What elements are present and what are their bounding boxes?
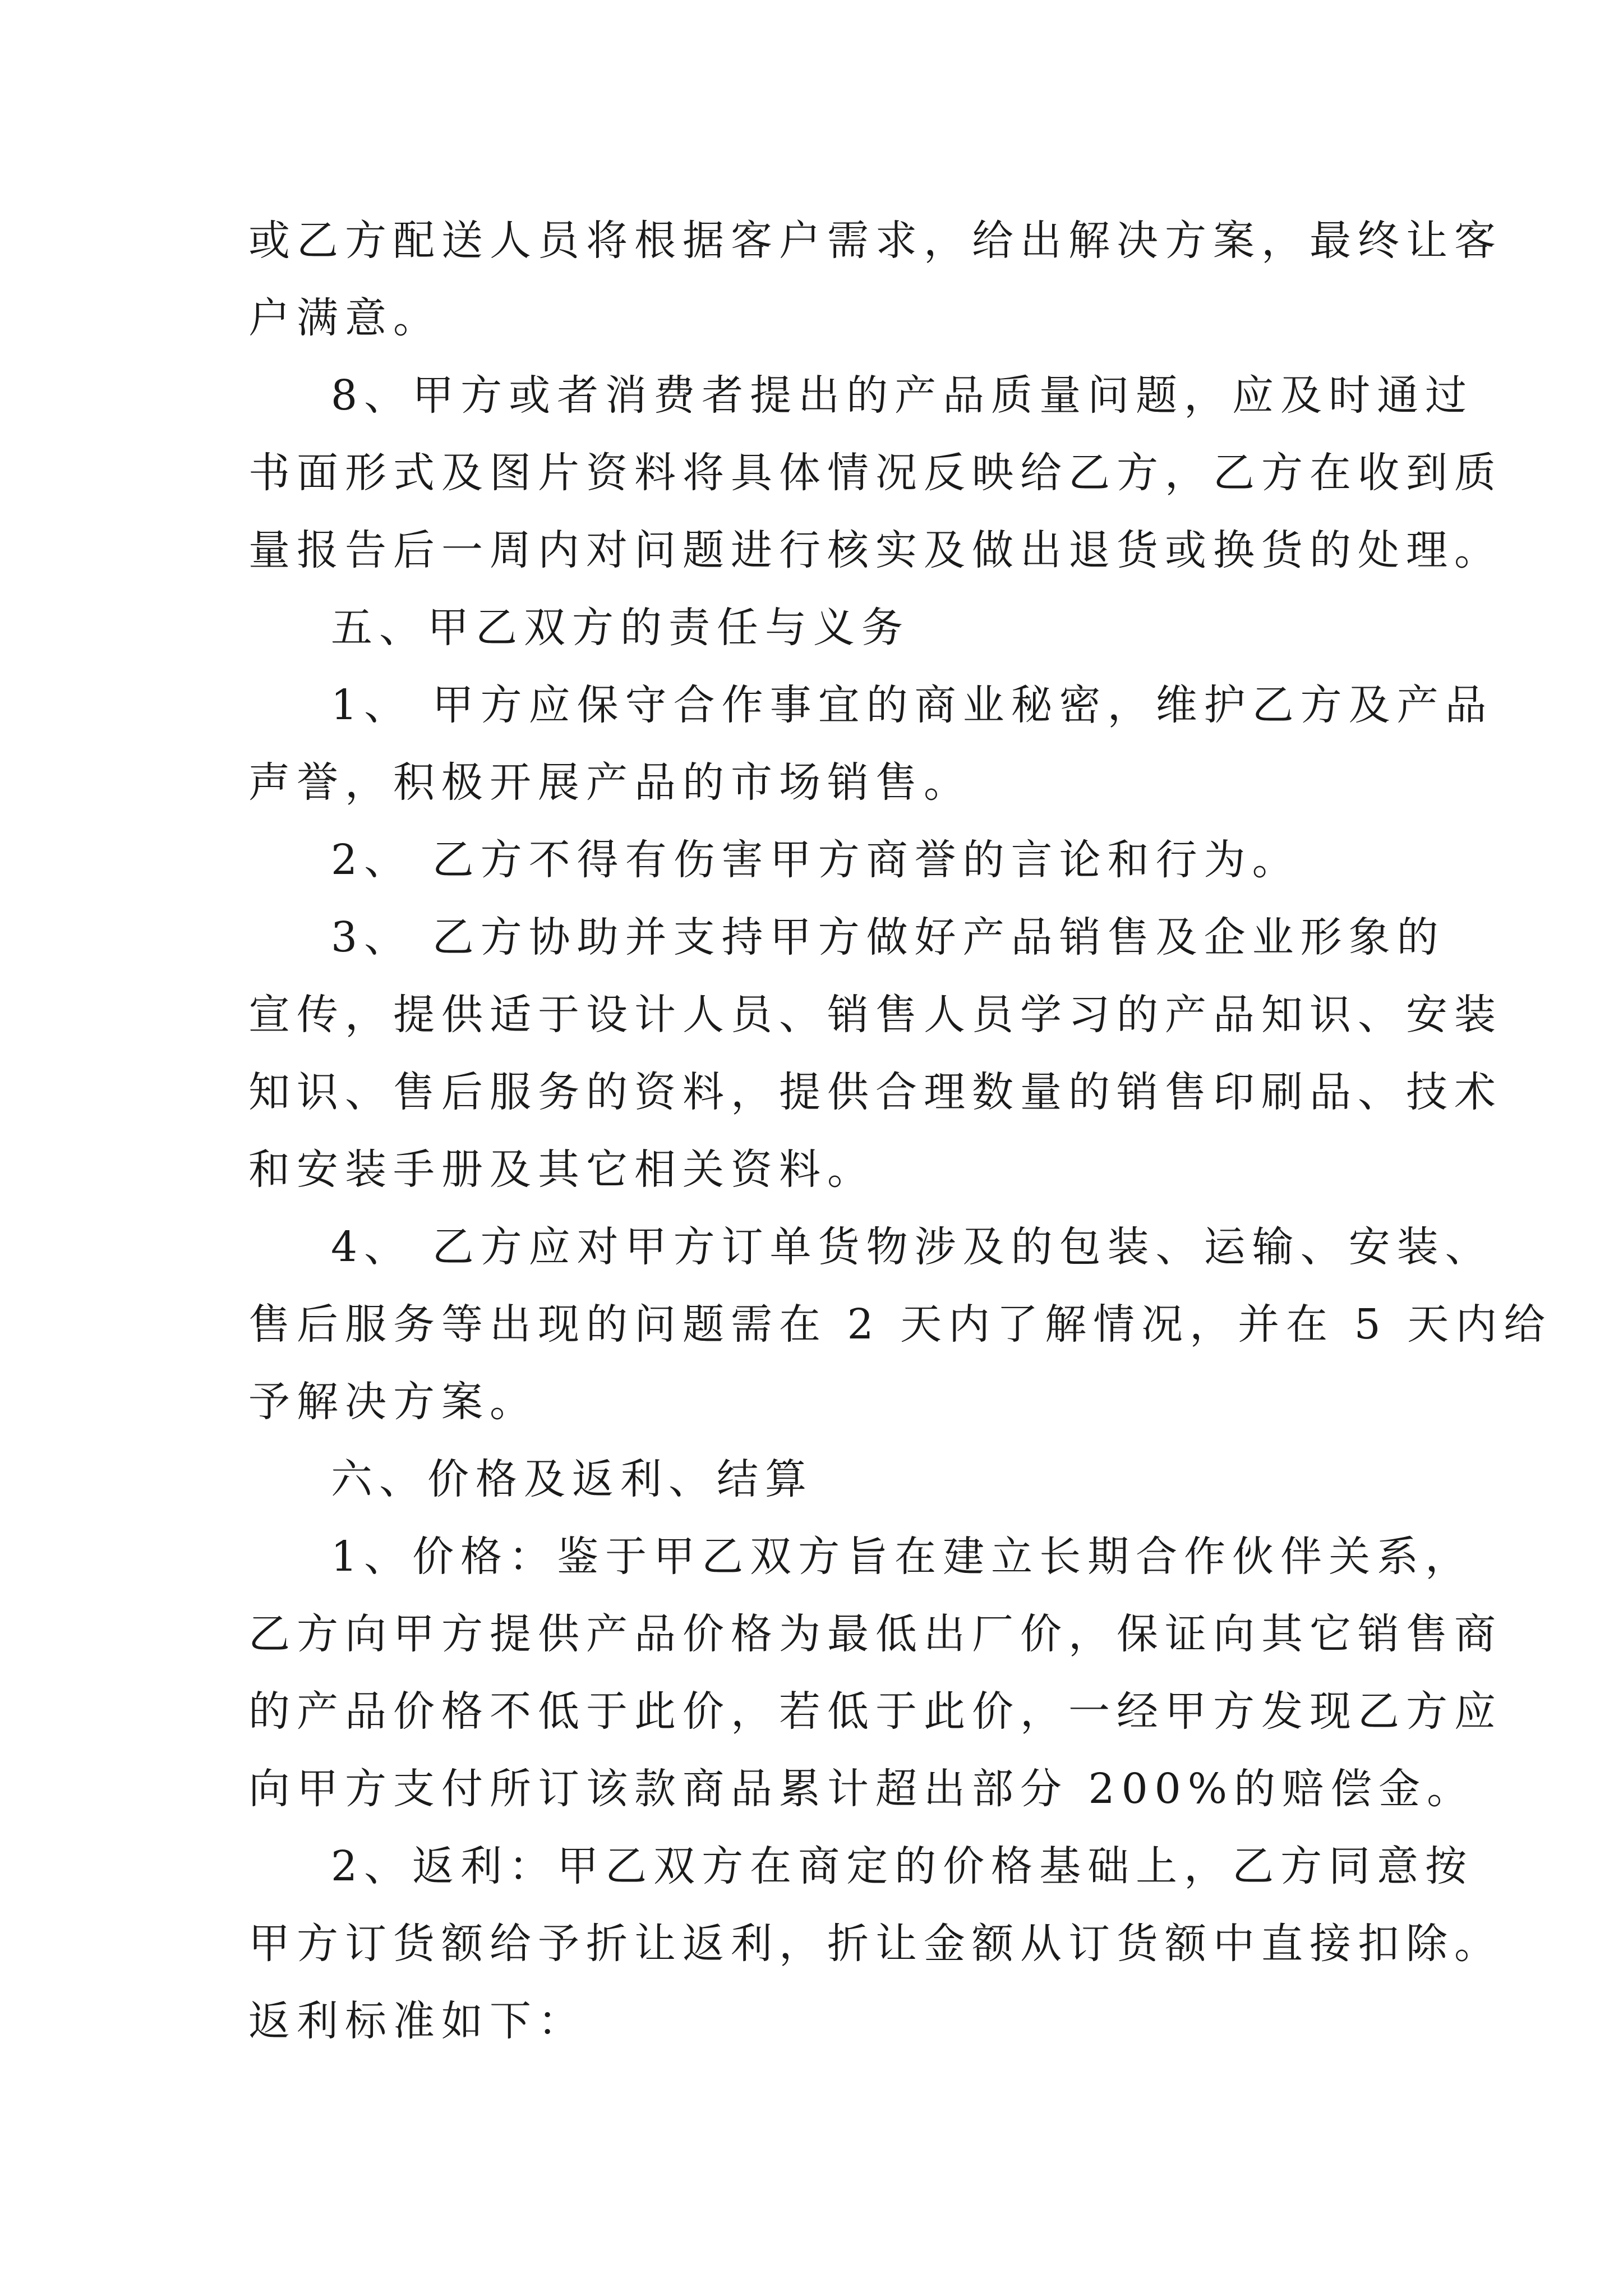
text-line: 户满意。: [248, 294, 441, 342]
text-line: 知识、售后服务的资料，提供合理数量的销售印刷品、技术: [248, 1068, 1502, 1116]
text-line: 量报告后一周内对问题进行核实及做出退货或换货的处理。: [248, 526, 1502, 574]
section-heading: 六、价格及返利、结算: [331, 1455, 813, 1503]
text-line: 予解决方案。: [248, 1378, 538, 1426]
section-heading: 五、甲乙双方的责任与义务: [331, 604, 910, 652]
text-line: 售后服务等出现的问题需在 2 天内了解情况，并在 5 天内给: [248, 1300, 1552, 1349]
text-line: 的产品价格不低于此价，若低于此价，一经甲方发现乙方应: [248, 1687, 1502, 1736]
text-line: 书面形式及图片资料将具体情况反映给乙方，乙方在收到质: [248, 449, 1502, 497]
text-line: 2、 乙方不得有伤害甲方商誉的言论和行为。: [331, 836, 1301, 884]
text-line: 4、 乙方应对甲方订单货物涉及的包装、运输、安装、: [331, 1223, 1493, 1271]
text-line: 返利标准如下：: [248, 1997, 586, 2045]
text-line: 1、价格：鉴于甲乙双方旨在建立长期合作伙伴关系，: [331, 1533, 1474, 1581]
text-line: 宣传，提供适于设计人员、销售人员学习的产品知识、安装: [248, 991, 1502, 1039]
text-line: 乙方向甲方提供产品价格为最低出厂价，保证向其它销售商: [248, 1610, 1502, 1658]
text-line: 和安装手册及其它相关资料。: [248, 1145, 875, 1194]
text-line: 声誉，积极开展产品的市场销售。: [248, 758, 972, 807]
text-line: 1、 甲方应保守合作事宜的商业秘密，维护乙方及产品: [331, 681, 1493, 729]
text-line: 8、甲方或者消费者提出的产品质量问题，应及时通过: [331, 371, 1474, 420]
text-line: 2、返利：甲乙双方在商定的价格基础上，乙方同意按: [331, 1842, 1474, 1890]
text-line: 向甲方支付所订该款商品累计超出部分 200%的赔偿金。: [248, 1765, 1476, 1813]
text-line: 甲方订货额给予折让返利，折让金额从订货额中直接扣除。: [248, 1920, 1502, 1968]
text-line: 3、 乙方协助并支持甲方做好产品销售及企业形象的: [331, 913, 1445, 961]
text-line: 或乙方配送人员将根据客户需求，给出解决方案，最终让客: [248, 217, 1502, 265]
